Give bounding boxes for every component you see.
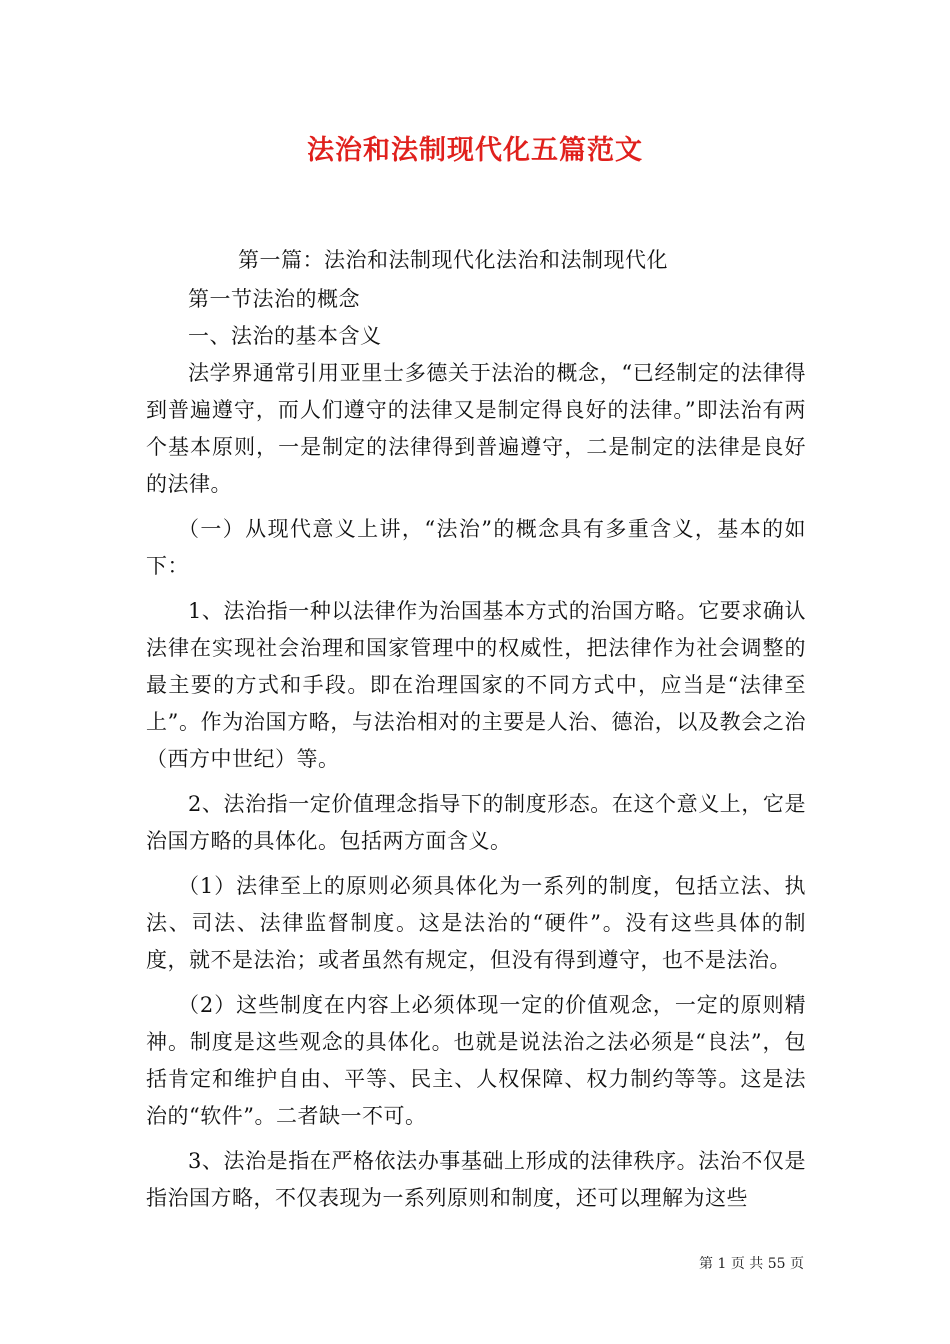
paragraph: 2、法治指一定价值理念指导下的制度形态。在这个意义上，它是治国方略的具体化。包括两方面含义。 bbox=[146, 792, 806, 853]
document-body bbox=[146, 242, 806, 1217]
paragraph: 法学界通常引用亚里士多德关于法治的概念，“已经制定的法律得到普遍遵守，而人们遵守的法律又是制定得良好的法律。”即法治有两个基本原则，一是制定的法律得到普遍遵守，二是制定的法律是良好的法律。 bbox=[146, 361, 806, 496]
paragraph: （1）法律至上的原则必须具体化为一系列的制度，包括立法、执法、司法、法律监督制度。这是法治的“硬件”。没有这些具体的制度，就不是法治；或者虽然有规定，但没有得到遵守，也不是法治。 bbox=[146, 874, 806, 972]
paragraph: 3、法治是指在严格依法办事基础上形成的法律秩序。法治不仅是指治国方略，不仅表现为一系列原则和制度，还可以理解为这些 bbox=[146, 1149, 806, 1210]
paragraph: （一）从现代意义上讲，“法治”的概念具有多重含义，基本的如下： bbox=[146, 517, 806, 578]
paragraph: （2）这些制度在内容上必须体现一定的价值观念，一定的原则精神。制度是这些观念的具体化。也就是说法治之法必须是“良法”，包括肯定和维护自由、平等、民主、人权保障、权力制约等等。这是法治的“软件”。二者缺一不可。 bbox=[146, 993, 806, 1128]
paragraph: 1、法治指一种以法律作为治国基本方式的治国方略。它要求确认法律在实现社会治理和国家管理中的权威性，把法律作为社会调整的最主要的方式和手段。即在治理国家的不同方式中，应当是“法律至上”。作为治国方略，与法治相对的主要是人治、德治，以及教会之治（西方中世纪）等。 bbox=[146, 599, 806, 771]
document-title: 法治和法制现代化五篇范文 bbox=[307, 135, 643, 166]
subsection-heading: 一、法治的基本含义 bbox=[188, 324, 382, 348]
chapter-heading: 第一篇：法治和法制现代化法治和法制现代化 bbox=[238, 248, 668, 272]
page-number: 第 1 页 共 55 页 bbox=[699, 1256, 804, 1272]
section-heading: 第一节法治的概念 bbox=[188, 287, 360, 311]
